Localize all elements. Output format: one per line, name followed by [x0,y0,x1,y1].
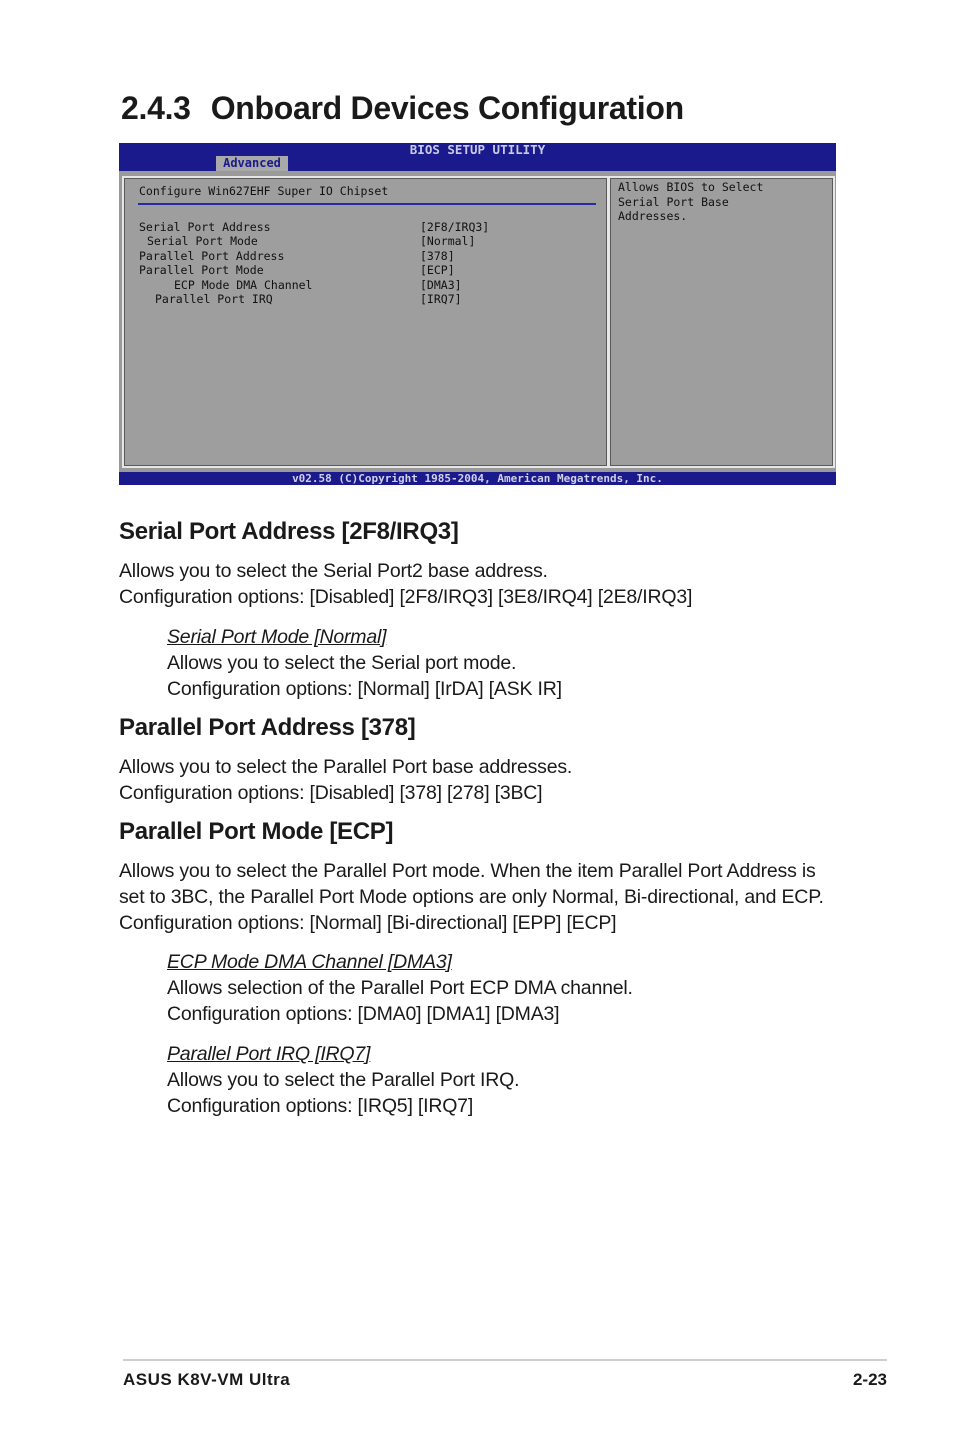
page-title-text: Onboard Devices Configuration [210,90,684,126]
bios-item-label: Parallel Port Address [139,249,285,263]
bios-item-serial-port-address[interactable] [139,220,599,234]
para-serial-port-address [119,558,692,610]
sub-parallel-port-irq [167,1041,519,1119]
bios-item-value: [ECP] [420,263,455,277]
para-line: Configuration options: [Disabled] [378] [278] [3BC] [119,782,543,804]
bios-item-ecp-mode-dma-channel[interactable] [139,278,599,292]
sub-serial-port-mode [167,624,562,702]
bios-item-label: ECP Mode DMA Channel [174,278,313,292]
para-line: Configuration options: [IRQ5] [IRQ7] [167,1095,474,1117]
bios-help-panel [608,176,835,468]
bios-settings-panel [122,176,609,468]
para-parallel-port-mode [119,858,824,936]
bios-item-parallel-port-mode[interactable] [139,263,599,277]
bios-item-parallel-port-address[interactable] [139,249,599,263]
bios-panel-heading: Configure Win627EHF Super IO Chipset [139,184,389,198]
heading-parallel-port-address: Parallel Port Address [378] [119,714,416,741]
sub-heading-parallel-port-irq: Parallel Port IRQ [IRQ7] [167,1043,371,1065]
section-number: 2.4.3 [121,90,191,126]
para-line: Configuration options: [Normal] [IrDA] [ASK IR] [167,678,562,700]
para-parallel-port-address [119,754,572,806]
bios-item-serial-port-mode[interactable] [139,234,599,248]
bios-screenshot [119,143,836,485]
bios-item-value: [Normal] [420,234,476,248]
bios-help-text [618,180,763,224]
sub-ecp-mode-dma-channel [167,949,633,1027]
bios-item-value: [378] [420,249,455,263]
bios-copyright-bar: v02.58 (C)Copyright 1985-2004, American Megatrends, Inc. [119,472,836,485]
para-line: Allows you to select the Parallel Port IRQ. [167,1069,520,1091]
bios-window-title: BIOS SETUP UTILITY [409,142,546,157]
bios-item-label: Parallel Port IRQ [155,292,273,306]
para-line: Configuration options: [DMA0] [DMA1] [DMA3] [167,1003,560,1025]
bios-item-label: Serial Port Address [139,220,271,234]
para-line: Allows you to select the Parallel Port mode. When the item Parallel Port Address is [119,860,816,882]
bios-tab-advanced[interactable]: Advanced [216,156,288,171]
heading-parallel-port-mode: Parallel Port Mode [ECP] [119,818,394,845]
para-line: Configuration options: [Disabled] [2F8/IRQ3] [3E8/IRQ4] [2E8/IRQ3] [119,586,693,608]
para-line: Allows you to select the Parallel Port base addresses. [119,756,573,778]
heading-serial-port-address: Serial Port Address [2F8/IRQ3] [119,518,459,545]
bios-item-value: [DMA3] [420,278,462,292]
para-line: Allows you to select the Serial port mode. [167,652,517,674]
bios-help-line: Allows BIOS to Select [618,180,764,194]
footer-product-name: ASUS K8V-VM Ultra [123,1370,291,1389]
para-line: Allows you to select the Serial Port2 base address. [119,560,548,582]
bios-divider [138,203,596,205]
sub-heading-serial-port-mode: Serial Port Mode [Normal] [167,626,387,648]
footer-page-number: 2-23 [852,1370,887,1389]
page-title [121,90,684,127]
bios-help-line: Addresses. [618,209,688,223]
para-line: Allows selection of the Parallel Port ECP DMA channel. [167,977,633,999]
bios-item-value: [2F8/IRQ3] [420,220,490,234]
footer-rule [123,1359,887,1361]
para-line: set to 3BC, the Parallel Port Mode options are only Normal, Bi-directional, and ECP. [119,886,824,908]
bios-item-label: Parallel Port Mode [139,263,264,277]
para-line: Configuration options: [Normal] [Bi-directional] [EPP] [ECP] [119,912,617,934]
bios-item-value: [IRQ7] [420,292,462,306]
sub-heading-ecp-mode-dma-channel: ECP Mode DMA Channel [DMA3] [167,951,452,973]
bios-help-line: Serial Port Base [618,194,729,209]
bios-item-label: Serial Port Mode [147,234,258,248]
bios-title-bar [119,143,836,171]
bios-item-parallel-port-irq[interactable] [139,292,599,306]
